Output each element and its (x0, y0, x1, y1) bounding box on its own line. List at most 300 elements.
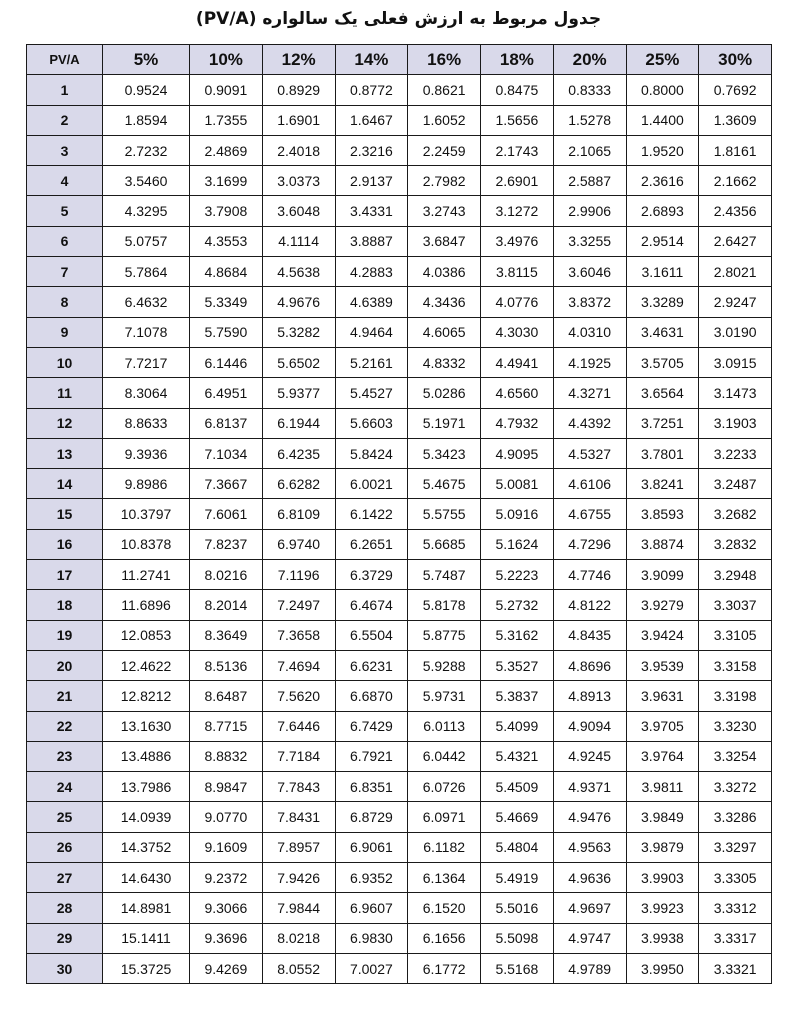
table-cell: 2.9247 (699, 287, 772, 317)
table-cell: 4.6106 (553, 469, 626, 499)
table-cell: 2.6893 (626, 196, 699, 226)
period-label: 16 (27, 529, 103, 559)
table-cell: 4.0776 (481, 287, 554, 317)
table-cell: 5.3527 (481, 650, 554, 680)
table-cell: 5.9731 (408, 681, 481, 711)
table-cell: 4.8332 (408, 347, 481, 377)
period-label: 30 (27, 953, 103, 983)
period-label: 11 (27, 378, 103, 408)
table-cell: 6.0113 (408, 711, 481, 741)
table-cell: 7.9844 (262, 893, 335, 923)
table-cell: 6.8137 (190, 408, 263, 438)
table-cell: 3.3297 (699, 832, 772, 862)
table-cell: 4.6560 (481, 378, 554, 408)
table-cell: 3.3037 (699, 590, 772, 620)
period-label: 24 (27, 772, 103, 802)
table-cell: 5.8178 (408, 590, 481, 620)
table-cell: 2.5887 (553, 166, 626, 196)
table-cell: 4.9371 (553, 772, 626, 802)
table-cell: 5.6603 (335, 408, 408, 438)
table-cell: 3.7908 (190, 196, 263, 226)
table-cell: 5.2732 (481, 590, 554, 620)
table-cell: 3.9849 (626, 802, 699, 832)
table-cell: 6.9352 (335, 863, 408, 893)
period-label: 14 (27, 469, 103, 499)
table-cell: 1.4400 (626, 105, 699, 135)
table-cell: 9.3066 (190, 893, 263, 923)
table-cell: 1.7355 (190, 105, 263, 135)
rate-header: 10% (190, 45, 263, 75)
table-cell: 0.8475 (481, 75, 554, 105)
table-row (27, 650, 772, 680)
table-cell: 7.8237 (190, 529, 263, 559)
table-cell: 2.1065 (553, 135, 626, 165)
rate-header: 18% (481, 45, 554, 75)
table-cell: 6.7921 (335, 741, 408, 771)
table-cell: 7.1078 (103, 317, 190, 347)
table-cell: 3.8874 (626, 529, 699, 559)
period-label: 20 (27, 650, 103, 680)
table-cell: 5.4675 (408, 469, 481, 499)
table-cell: 3.8115 (481, 257, 554, 287)
table-row (27, 105, 772, 135)
table-row (27, 469, 772, 499)
table-row (27, 75, 772, 105)
table-cell: 14.3752 (103, 832, 190, 862)
table-cell: 7.6061 (190, 499, 263, 529)
period-label: 15 (27, 499, 103, 529)
period-label: 7 (27, 257, 103, 287)
table-cell: 6.8351 (335, 772, 408, 802)
period-label: 12 (27, 408, 103, 438)
table-cell: 13.1630 (103, 711, 190, 741)
table-cell: 10.3797 (103, 499, 190, 529)
table-cell: 8.0218 (262, 923, 335, 953)
table-cell: 2.9906 (553, 196, 626, 226)
table-cell: 6.1772 (408, 953, 481, 983)
table-cell: 14.6430 (103, 863, 190, 893)
table-cell: 0.8929 (262, 75, 335, 105)
table-cell: 1.9520 (626, 135, 699, 165)
period-label: 23 (27, 741, 103, 771)
table-cell: 4.1925 (553, 347, 626, 377)
table-cell: 7.7843 (262, 772, 335, 802)
table-header (27, 45, 772, 75)
table-cell: 3.8593 (626, 499, 699, 529)
table-cell: 4.8696 (553, 650, 626, 680)
table-cell: 3.8887 (335, 226, 408, 256)
table-cell: 10.8378 (103, 529, 190, 559)
period-label: 26 (27, 832, 103, 862)
table-cell: 5.4321 (481, 741, 554, 771)
table-cell: 3.6048 (262, 196, 335, 226)
table-cell: 3.9279 (626, 590, 699, 620)
table-row (27, 711, 772, 741)
table-cell: 2.4018 (262, 135, 335, 165)
table-cell: 7.7217 (103, 347, 190, 377)
table-cell: 3.3317 (699, 923, 772, 953)
table-cell: 3.3272 (699, 772, 772, 802)
table-cell: 12.0853 (103, 620, 190, 650)
table-cell: 5.7590 (190, 317, 263, 347)
table-cell: 6.9740 (262, 529, 335, 559)
table-cell: 4.3553 (190, 226, 263, 256)
table-row (27, 590, 772, 620)
table-cell: 3.1699 (190, 166, 263, 196)
rate-header: 25% (626, 45, 699, 75)
table-cell: 5.3837 (481, 681, 554, 711)
table-cell: 5.4509 (481, 772, 554, 802)
table-cell: 3.4631 (626, 317, 699, 347)
period-label: 4 (27, 166, 103, 196)
table-cell: 3.0373 (262, 166, 335, 196)
table-cell: 5.8775 (408, 620, 481, 650)
table-cell: 5.4099 (481, 711, 554, 741)
table-row (27, 802, 772, 832)
table-cell: 7.1034 (190, 438, 263, 468)
table-cell: 5.9288 (408, 650, 481, 680)
table-cell: 3.7801 (626, 438, 699, 468)
table-cell: 3.9099 (626, 560, 699, 590)
table-cell: 7.5620 (262, 681, 335, 711)
table-cell: 3.6046 (553, 257, 626, 287)
table-cell: 6.6231 (335, 650, 408, 680)
table-cell: 5.2223 (481, 560, 554, 590)
table-cell: 5.3349 (190, 287, 263, 317)
table-row (27, 226, 772, 256)
table-cell: 9.1609 (190, 832, 263, 862)
table-cell: 9.0770 (190, 802, 263, 832)
table-cell: 6.3729 (335, 560, 408, 590)
table-cell: 5.6502 (262, 347, 335, 377)
table-row (27, 317, 772, 347)
table-cell: 0.7692 (699, 75, 772, 105)
table-cell: 2.6427 (699, 226, 772, 256)
table-row (27, 287, 772, 317)
table-row (27, 953, 772, 983)
table-cell: 5.3282 (262, 317, 335, 347)
table-cell: 4.9747 (553, 923, 626, 953)
table-cell: 4.4392 (553, 408, 626, 438)
table-cell: 3.9631 (626, 681, 699, 711)
table-row (27, 741, 772, 771)
table-cell: 8.0216 (190, 560, 263, 590)
table-row (27, 257, 772, 287)
table-cell: 3.3305 (699, 863, 772, 893)
table-cell: 4.3436 (408, 287, 481, 317)
table-cell: 1.6901 (262, 105, 335, 135)
table-cell: 12.4622 (103, 650, 190, 680)
table-row (27, 135, 772, 165)
table-cell: 4.9697 (553, 893, 626, 923)
table-cell: 4.3295 (103, 196, 190, 226)
table-cell: 3.3198 (699, 681, 772, 711)
table-cell: 4.7746 (553, 560, 626, 590)
table-cell: 15.1411 (103, 923, 190, 953)
table-cell: 5.5016 (481, 893, 554, 923)
table-cell: 3.2743 (408, 196, 481, 226)
table-cell: 12.8212 (103, 681, 190, 711)
table-cell: 7.4694 (262, 650, 335, 680)
table-cell: 6.0971 (408, 802, 481, 832)
table-cell: 2.4869 (190, 135, 263, 165)
table-cell: 4.9476 (553, 802, 626, 832)
table-cell: 11.2741 (103, 560, 190, 590)
page-title: جدول مربوط به ارزش فعلی یک سالواره (PV/A) (195, 9, 602, 29)
table-row (27, 620, 772, 650)
table-cell: 4.9636 (553, 863, 626, 893)
table-cell: 3.5705 (626, 347, 699, 377)
table-body (27, 75, 772, 984)
table-cell: 6.8109 (262, 499, 335, 529)
table-row (27, 347, 772, 377)
table-cell: 5.0916 (481, 499, 554, 529)
period-label: 9 (27, 317, 103, 347)
table-row (27, 438, 772, 468)
table-row (27, 923, 772, 953)
table-cell: 6.8729 (335, 802, 408, 832)
table-cell: 3.1473 (699, 378, 772, 408)
table-cell: 3.3312 (699, 893, 772, 923)
table-cell: 5.9377 (262, 378, 335, 408)
table-cell: 6.0726 (408, 772, 481, 802)
table-cell: 4.5327 (553, 438, 626, 468)
table-cell: 4.3271 (553, 378, 626, 408)
rate-header: 30% (699, 45, 772, 75)
table-cell: 2.6901 (481, 166, 554, 196)
table-cell: 4.9095 (481, 438, 554, 468)
table-cell: 3.9879 (626, 832, 699, 862)
table-cell: 4.6389 (335, 287, 408, 317)
table-row (27, 832, 772, 862)
table-cell: 5.7864 (103, 257, 190, 287)
period-label: 18 (27, 590, 103, 620)
table-cell: 3.9950 (626, 953, 699, 983)
table-cell: 15.3725 (103, 953, 190, 983)
rate-header: 5% (103, 45, 190, 75)
table-cell: 7.2497 (262, 590, 335, 620)
table-cell: 0.8772 (335, 75, 408, 105)
table-cell: 5.6685 (408, 529, 481, 559)
table-cell: 4.9094 (553, 711, 626, 741)
table-cell: 13.4886 (103, 741, 190, 771)
table-cell: 4.8913 (553, 681, 626, 711)
table-cell: 4.0310 (553, 317, 626, 347)
period-label: 19 (27, 620, 103, 650)
table-cell: 7.0027 (335, 953, 408, 983)
table-cell: 4.4941 (481, 347, 554, 377)
table-cell: 4.6065 (408, 317, 481, 347)
table-cell: 6.4951 (190, 378, 263, 408)
table-cell: 3.9764 (626, 741, 699, 771)
table-cell: 7.8957 (262, 832, 335, 862)
table-cell: 5.8424 (335, 438, 408, 468)
table-cell: 6.4674 (335, 590, 408, 620)
period-label: 10 (27, 347, 103, 377)
period-label: 29 (27, 923, 103, 953)
table-cell: 9.4269 (190, 953, 263, 983)
table-cell: 6.1944 (262, 408, 335, 438)
table-cell: 6.4632 (103, 287, 190, 317)
table-cell: 3.6564 (626, 378, 699, 408)
table-cell: 3.5460 (103, 166, 190, 196)
period-label: 25 (27, 802, 103, 832)
table-cell: 4.6755 (553, 499, 626, 529)
table-cell: 8.8832 (190, 741, 263, 771)
table-cell: 3.1611 (626, 257, 699, 287)
table-cell: 6.2651 (335, 529, 408, 559)
table-cell: 1.6052 (408, 105, 481, 135)
period-label: 27 (27, 863, 103, 893)
table-cell: 4.8122 (553, 590, 626, 620)
table-cell: 6.5504 (335, 620, 408, 650)
table-cell: 3.2682 (699, 499, 772, 529)
table-cell: 8.5136 (190, 650, 263, 680)
period-label: 13 (27, 438, 103, 468)
table-cell: 4.2883 (335, 257, 408, 287)
table-cell: 7.9426 (262, 863, 335, 893)
table-cell: 7.3667 (190, 469, 263, 499)
table-cell: 2.7232 (103, 135, 190, 165)
table-cell: 11.6896 (103, 590, 190, 620)
table-cell: 3.0190 (699, 317, 772, 347)
table-cell: 5.0081 (481, 469, 554, 499)
table-cell: 4.8684 (190, 257, 263, 287)
table-cell: 1.5656 (481, 105, 554, 135)
table-cell: 5.5098 (481, 923, 554, 953)
table-cell: 4.5638 (262, 257, 335, 287)
table-cell: 5.3162 (481, 620, 554, 650)
table-cell: 4.9563 (553, 832, 626, 862)
table-cell: 6.6282 (262, 469, 335, 499)
period-label: 21 (27, 681, 103, 711)
table-cell: 1.6467 (335, 105, 408, 135)
table-cell: 5.4804 (481, 832, 554, 862)
table-cell: 9.3696 (190, 923, 263, 953)
table-cell: 1.3609 (699, 105, 772, 135)
table-cell: 9.8986 (103, 469, 190, 499)
table-cell: 5.2161 (335, 347, 408, 377)
table-cell: 14.8981 (103, 893, 190, 923)
table-cell: 3.3158 (699, 650, 772, 680)
corner-label: PV/A (27, 45, 103, 75)
table-cell: 3.9539 (626, 650, 699, 680)
table-cell: 5.7487 (408, 560, 481, 590)
table-cell: 5.4527 (335, 378, 408, 408)
table-cell: 3.3105 (699, 620, 772, 650)
table-cell: 2.4356 (699, 196, 772, 226)
table-cell: 0.9524 (103, 75, 190, 105)
table-cell: 3.8372 (553, 287, 626, 317)
table-cell: 6.6870 (335, 681, 408, 711)
table-cell: 8.8633 (103, 408, 190, 438)
table-cell: 6.0442 (408, 741, 481, 771)
table-cell: 3.2832 (699, 529, 772, 559)
table-cell: 6.9607 (335, 893, 408, 923)
table-cell: 5.3423 (408, 438, 481, 468)
table-cell: 6.7429 (335, 711, 408, 741)
table-cell: 8.0552 (262, 953, 335, 983)
table-cell: 9.2372 (190, 863, 263, 893)
rate-header: 20% (553, 45, 626, 75)
table-cell: 3.3230 (699, 711, 772, 741)
table-row (27, 772, 772, 802)
table-cell: 3.1903 (699, 408, 772, 438)
present-value-annuity-table (26, 44, 772, 984)
table-cell: 7.1196 (262, 560, 335, 590)
table-cell: 7.3658 (262, 620, 335, 650)
table-row (27, 499, 772, 529)
table-cell: 4.0386 (408, 257, 481, 287)
table-cell: 1.8594 (103, 105, 190, 135)
table-cell: 0.8333 (553, 75, 626, 105)
period-label: 17 (27, 560, 103, 590)
period-label: 2 (27, 105, 103, 135)
table-cell: 5.5755 (408, 499, 481, 529)
table-cell: 5.1624 (481, 529, 554, 559)
table-cell: 0.9091 (190, 75, 263, 105)
period-label: 3 (27, 135, 103, 165)
table-cell: 2.2459 (408, 135, 481, 165)
table-cell: 3.0915 (699, 347, 772, 377)
table-cell: 5.1971 (408, 408, 481, 438)
table-cell: 3.8241 (626, 469, 699, 499)
table-cell: 3.4331 (335, 196, 408, 226)
table-cell: 5.0757 (103, 226, 190, 256)
table-cell: 6.4235 (262, 438, 335, 468)
table-cell: 1.5278 (553, 105, 626, 135)
table-cell: 6.1656 (408, 923, 481, 953)
table-cell: 6.0021 (335, 469, 408, 499)
table-cell: 8.3064 (103, 378, 190, 408)
table-cell: 2.9514 (626, 226, 699, 256)
table-cell: 3.6847 (408, 226, 481, 256)
table-cell: 8.7715 (190, 711, 263, 741)
table-cell: 5.4669 (481, 802, 554, 832)
table-cell: 0.8621 (408, 75, 481, 105)
table-cell: 3.1272 (481, 196, 554, 226)
table-cell: 7.8431 (262, 802, 335, 832)
table-cell: 6.1520 (408, 893, 481, 923)
table-cell: 6.1364 (408, 863, 481, 893)
table-cell: 4.1114 (262, 226, 335, 256)
table-cell: 8.3649 (190, 620, 263, 650)
table-row (27, 681, 772, 711)
period-label: 6 (27, 226, 103, 256)
table-cell: 4.3030 (481, 317, 554, 347)
table-cell: 3.3321 (699, 953, 772, 983)
table-cell: 3.9424 (626, 620, 699, 650)
table-cell: 3.9705 (626, 711, 699, 741)
table-cell: 8.6487 (190, 681, 263, 711)
table-cell: 3.9811 (626, 772, 699, 802)
table-cell: 4.8435 (553, 620, 626, 650)
table-cell: 7.6446 (262, 711, 335, 741)
table-cell: 3.9938 (626, 923, 699, 953)
table-cell: 3.9923 (626, 893, 699, 923)
table-cell: 4.7932 (481, 408, 554, 438)
table-cell: 4.9789 (553, 953, 626, 983)
table-cell: 3.2233 (699, 438, 772, 468)
table-row (27, 408, 772, 438)
table-cell: 4.9245 (553, 741, 626, 771)
period-label: 5 (27, 196, 103, 226)
table-cell: 3.9903 (626, 863, 699, 893)
table-cell: 6.9061 (335, 832, 408, 862)
rate-header: 12% (262, 45, 335, 75)
period-label: 22 (27, 711, 103, 741)
table-cell: 13.7986 (103, 772, 190, 802)
